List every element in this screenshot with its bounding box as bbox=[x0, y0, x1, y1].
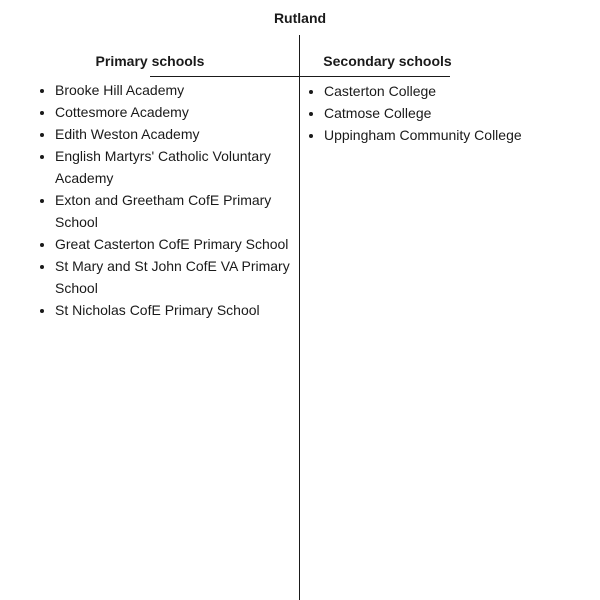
heading-underline bbox=[150, 76, 450, 77]
list-item: • Catmose College bbox=[324, 102, 600, 124]
list-item: • Exton and Greetham CofE Primary School bbox=[55, 189, 290, 233]
list-item: • English Martyrs' Catholic Voluntary Academy bbox=[55, 145, 290, 189]
secondary-schools-list bbox=[304, 80, 600, 146]
list-item: • St Mary and St John CofE VA Primary School bbox=[55, 255, 290, 299]
column-divider bbox=[299, 35, 300, 600]
list-item: • Brooke Hill Academy bbox=[55, 79, 290, 101]
list-item: • Edith Weston Academy bbox=[55, 123, 290, 145]
secondary-schools-heading: Secondary schools bbox=[323, 53, 452, 69]
list-item: • Casterton College bbox=[324, 80, 600, 102]
list-item: • Cottesmore Academy bbox=[55, 101, 290, 123]
primary-schools-list bbox=[35, 79, 290, 321]
primary-schools-heading: Primary schools bbox=[95, 53, 205, 69]
list-item: • Great Casterton CofE Primary School bbox=[55, 233, 290, 255]
list-item: • St Nicholas CofE Primary School bbox=[55, 299, 290, 321]
page-title: Rutland bbox=[273, 10, 327, 26]
list-item: • Uppingham Community College bbox=[324, 124, 600, 146]
